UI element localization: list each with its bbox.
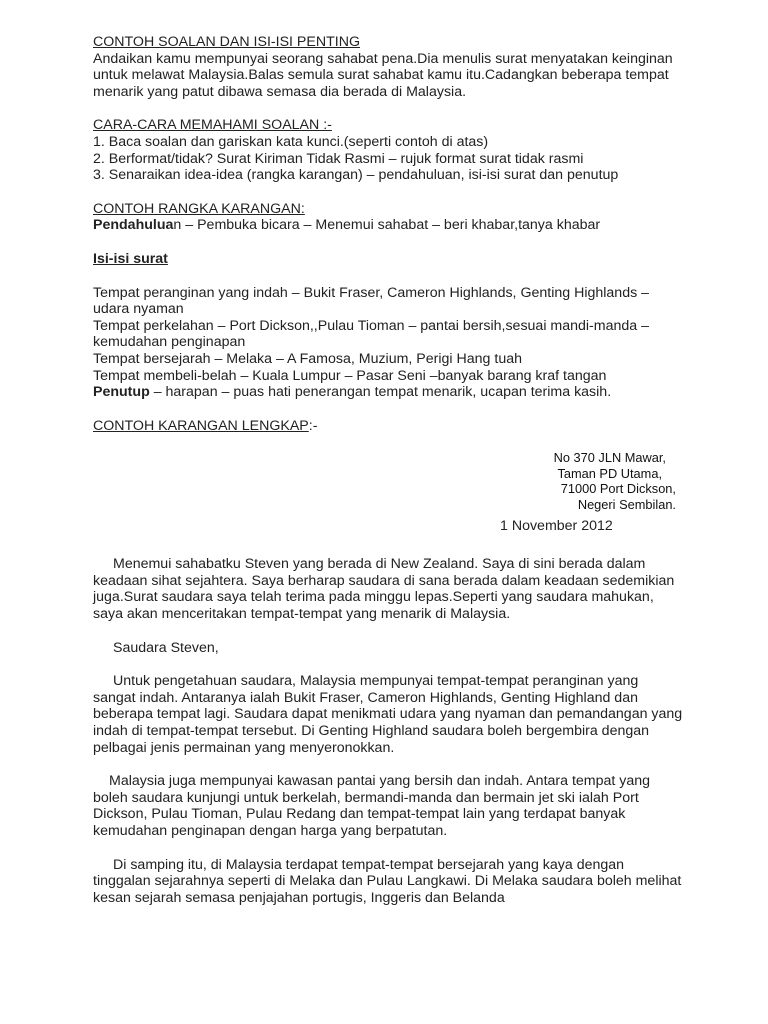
address-line: Negeri Sembilan. [577, 497, 676, 513]
address-area [93, 434, 683, 539]
point-item: Tempat peranginan yang indah – Bukit Fraser, Cameron Highlands, Genting Highlands – udara nyaman [93, 284, 650, 318]
closing-label: Penutup [93, 384, 150, 401]
intro-line [93, 217, 683, 234]
section-heading-cara-memahami: CARA-CARA MEMAHAMI SOALAN :- [93, 117, 332, 134]
point-item: Tempat bersejarah – Melaka – A Famosa, Muzium, Perigi Hang tuah [93, 350, 522, 367]
step-item: 1. Baca soalan dan gariskan kata kunci.(seperti contoh di atas) [93, 133, 489, 150]
closing-line [93, 384, 683, 401]
letter-paragraph: Menemui sahabatku Steven yang berada di New Zealand. Saya di sini berada dalam keadaan sihat sejahtera. Saya berharap saudara di sana berada dalam keadaan sedemikian juga.Surat saudara saya telah terima pada minggu lepas.Seperti yang saudara mahukan, saya akan menceritakan tempat-tempat yang menarik di Malaysia. [93, 556, 675, 623]
address-line: Taman PD Utama, [557, 465, 662, 481]
address-line: 71000 Port Dickson, [560, 481, 676, 497]
closing-text: – harapan – puas hati penerangan tempat menarik, ucapan terima kasih. [149, 384, 612, 401]
step-item: 3. Senaraikan idea-idea (rangka karangan) – pendahuluan, isi-isi surat dan penutup [93, 167, 619, 184]
intro-label-rest: n [173, 217, 182, 234]
sender-address [554, 450, 676, 512]
section-heading-rangka-karangan: CONTOH RANGKA KARANGAN: [93, 200, 305, 217]
address-line: No 370 JLN Mawar, [553, 450, 666, 466]
section-heading-contoh-soalan: CONTOH SOALAN DAN ISI-ISI PENTING [93, 34, 360, 50]
section-heading-karangan-lengkap: CONTOH KARANGAN LENGKAP [93, 417, 309, 434]
section-heading-suffix: :- [308, 417, 318, 434]
letter-paragraph: Malaysia juga mempunyai kawasan pantai yang bersih dan indah. Antara tempat yang boleh saudara kunjungi untuk berkelah, bermandi-manda dan bermain jet ski ialah Port Dickson, Pulau Tioman, Pulau Redang dan tempat-tempat lain yang terdapat banyak kemudahan penginapan dengan harga yang berpatutan. [93, 773, 651, 839]
point-item: Tempat membeli-belah – Kuala Lumpur – Pasar Seni –banyak barang kraf tangan [93, 367, 607, 384]
letter-paragraph: Di samping itu, di Malaysia terdapat tempat-tempat bersejarah yang kaya dengan tinggalan sejarahnya seperti di Melaka dan Pulau Langkawi. Di Melaka saudara boleh melihat kesan sejarah semasa penjajahan portugis, Inggeris dan Belanda [93, 856, 682, 906]
letter-paragraph: Untuk pengetahuan saudara, Malaysia mempunyai tempat-tempat peranginan yang sangat indah. Antaranya ialah Bukit Fraser, Cameron Highlands, Genting Highland dan beberapa tempat lagi. Saudara dapat menikmati udara yang nyaman dan pemandangan yang indah di tempat-tempat tersebut. Di Genting Highland saudara boleh bergembira dengan pelbagai jenis permainan yang menyeronokkan. [93, 673, 683, 756]
document-body [93, 34, 683, 906]
step-item: 2. Berformat/tidak? Surat Kiriman Tidak Rasmi – rujuk format surat tidak rasmi [93, 150, 584, 167]
intro-text: – Pembuka bicara – Menemui sahabat – beri khabar,tanya khabar [181, 217, 601, 234]
letter-date: 1 November 2012 [500, 518, 613, 535]
section-heading-isi-isi-surat: Isi-isi surat [93, 250, 168, 267]
letter-salutation: Saudara Steven, [113, 639, 219, 656]
section-heading-karangan-lengkap-line [93, 418, 683, 435]
point-item: Tempat perkelahan – Port Dickson,,Pulau Tioman – pantai bersih,sesuai mandi-manda –kemudahan penginapan [93, 317, 649, 351]
question-text: Andaikan kamu mempunyai seorang sahabat pena.Dia menulis surat menyatakan keinginan untuk melawat Malaysia.Balas semula surat sahabat kamu itu.Cadangkan beberapa tempat menarik yang patut dibawa semasa dia berada di Malaysia. [93, 50, 673, 100]
intro-label: Pendahulua [93, 217, 174, 234]
